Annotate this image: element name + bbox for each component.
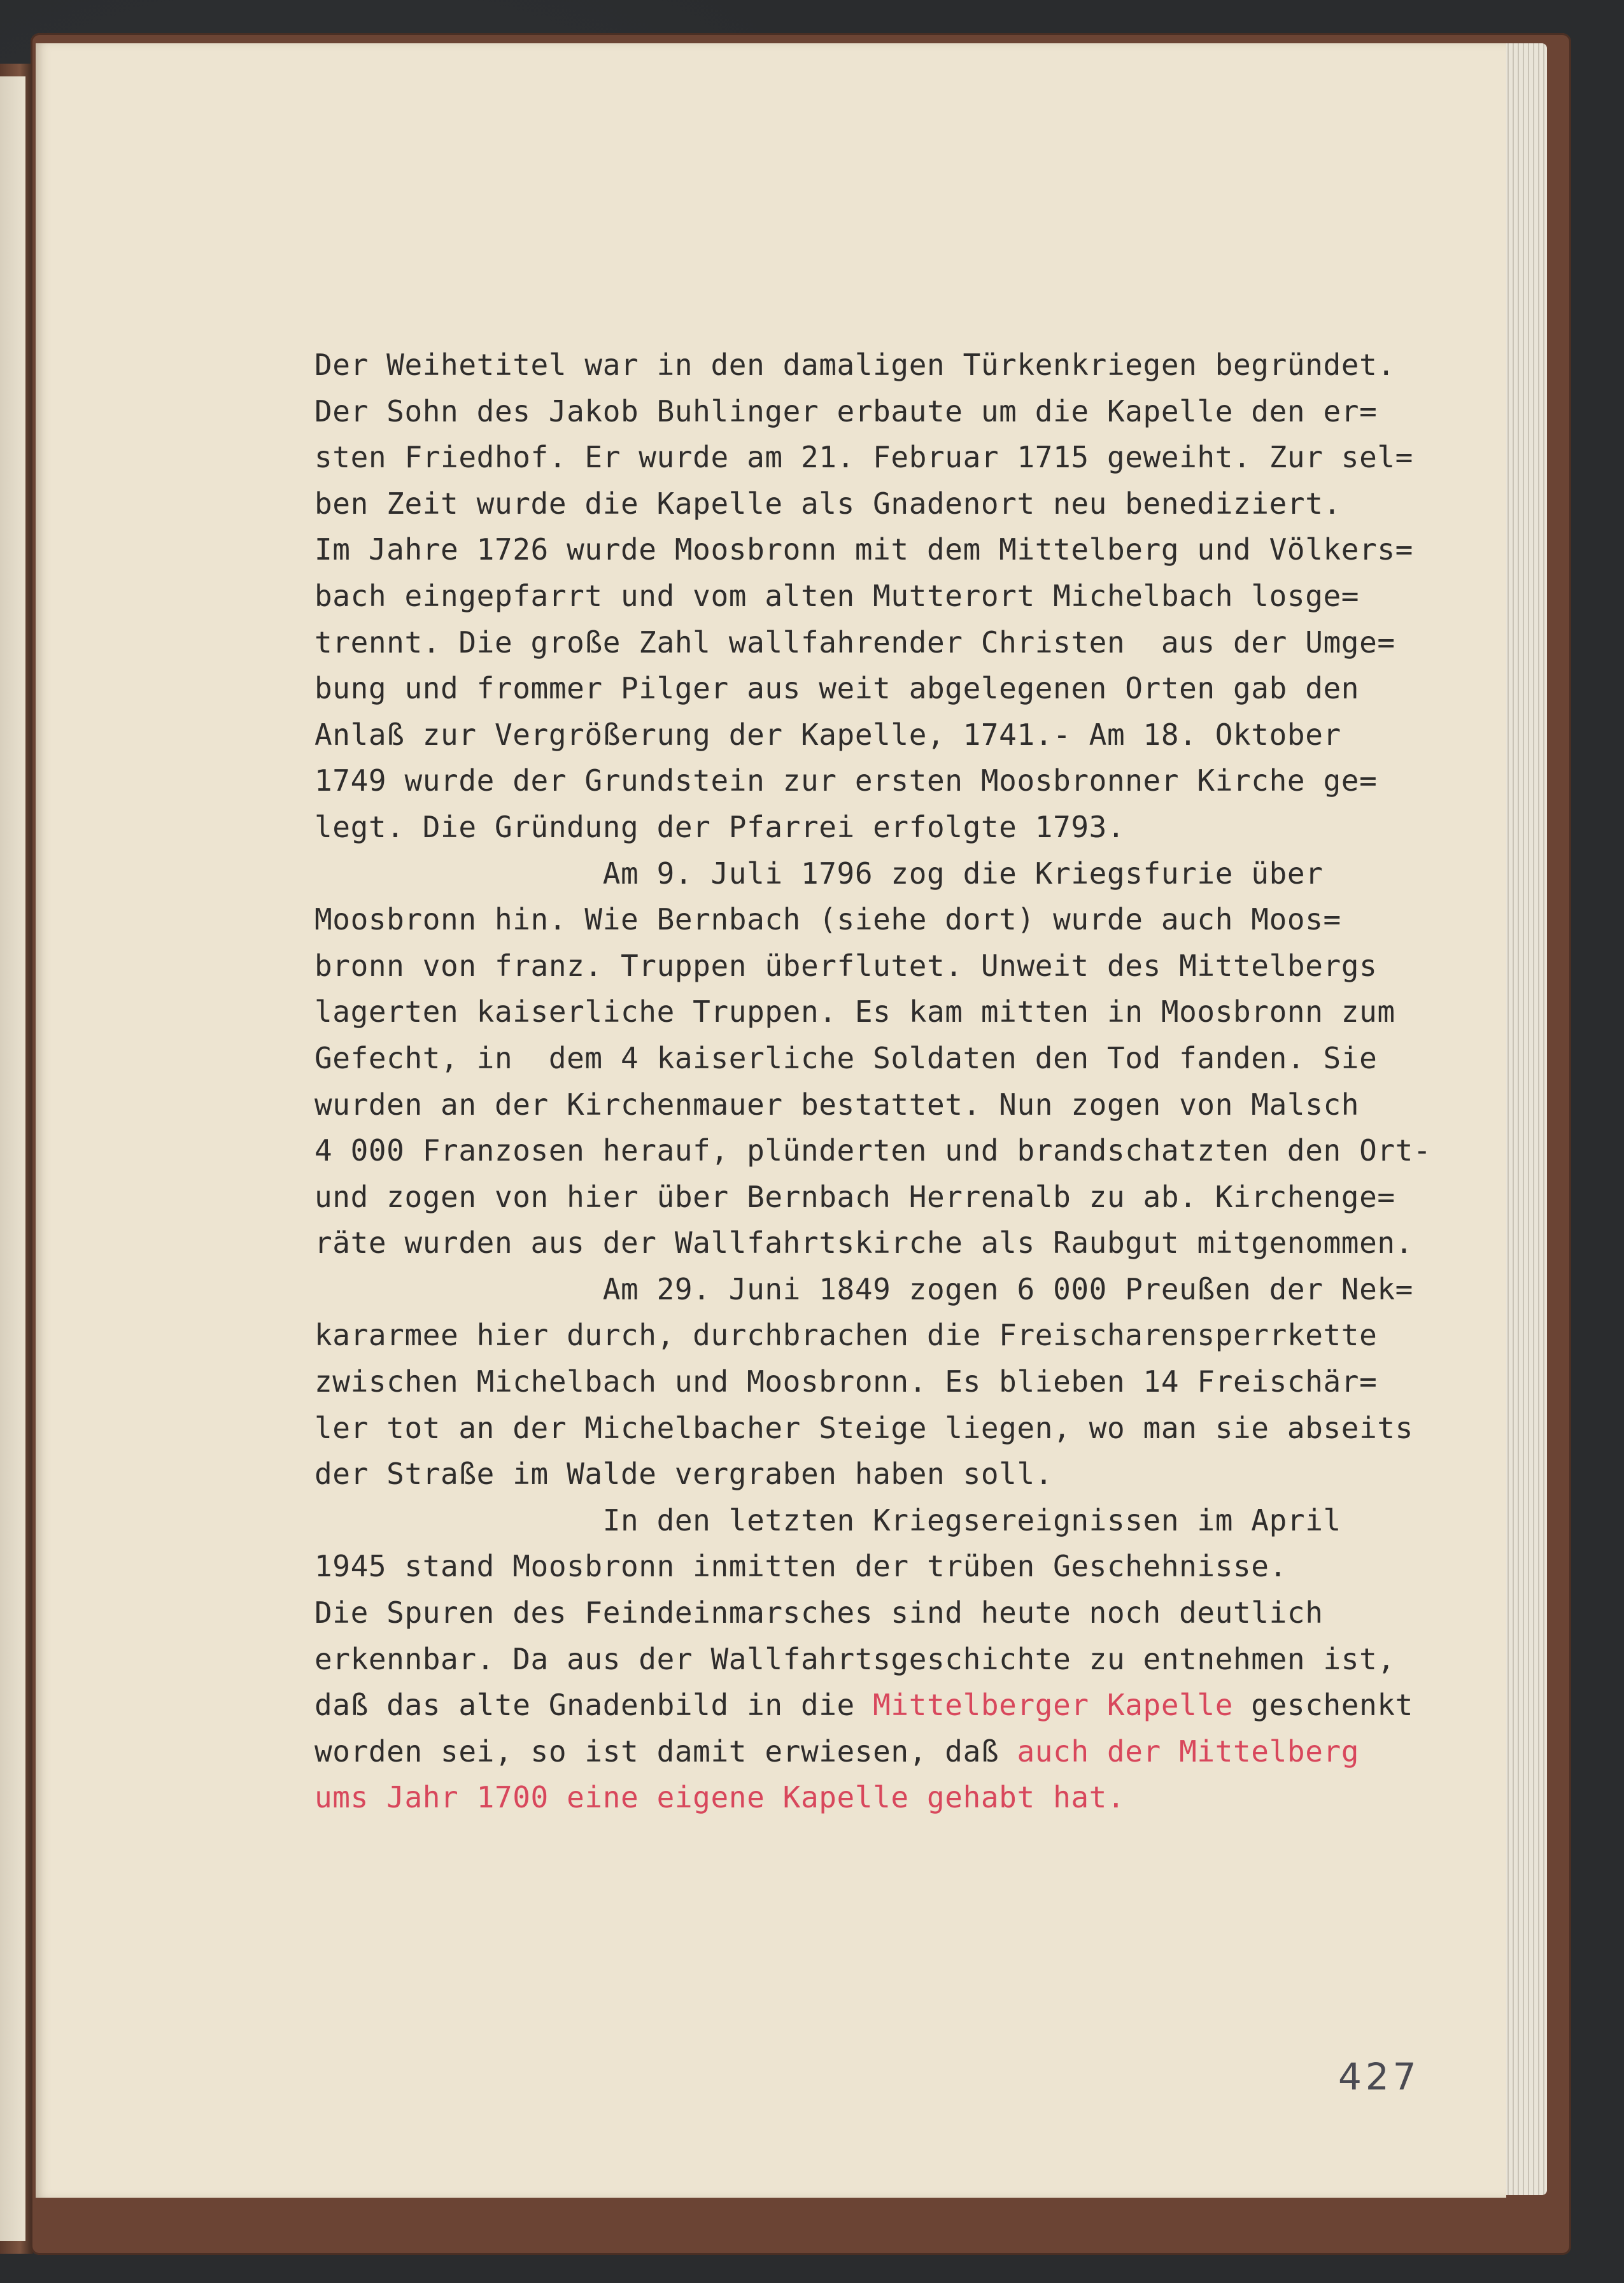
text-line: Moosbronn hin. Wie Bernbach (siehe dort) wurde auch Moos= — [314, 902, 1341, 937]
text-line: Anlaß zur Vergrößerung der Kapelle, 1741.- Am 18. Oktober — [314, 717, 1341, 752]
text-line: 1945 stand Moosbronn inmitten der trüben Geschehnisse. — [314, 1549, 1287, 1584]
text-line: lagerten kaiserliche Truppen. Es kam mitten in Moosbronn zum — [314, 994, 1395, 1029]
text-line: kararmee hier durch, durchbrachen die Freischarensperrkette — [314, 1318, 1378, 1353]
text-line: räte wurden aus der Wallfahrtskirche als Raubgut mitgenommen. — [314, 1226, 1413, 1261]
text-segment: daß das alte Gnadenbild in die — [314, 1688, 873, 1723]
left-page-edge — [0, 76, 25, 2241]
text-line: 4 000 Franzosen herauf, plünderten und brandschatzten den Ort- — [314, 1133, 1432, 1168]
text-line: zwischen Michelbach und Moosbronn. Es blieben 14 Freischär= — [314, 1364, 1378, 1399]
text-line-mixed — [314, 1728, 1499, 1775]
text-line-mixed — [314, 1682, 1499, 1728]
text-line: ler tot an der Michelbacher Steige liegen, wo man sie abseits — [314, 1410, 1413, 1445]
red-highlight-text: Mittelberger Kapelle — [873, 1688, 1234, 1723]
typewritten-text — [314, 342, 1499, 1821]
text-line: wurden an der Kirchenmauer bestattet. Nun zogen von Malsch — [314, 1087, 1360, 1122]
text-line: und zogen von hier über Bernbach Herrenalb zu ab. Kirchenge= — [314, 1179, 1395, 1214]
text-line: bung und frommer Pilger aus weit abgelegenen Orten gab den — [314, 671, 1360, 706]
text-line: Am 9. Juli 1796 zog die Kriegsfurie über — [314, 856, 1324, 891]
red-highlight-text: auch der Mittelberg — [1017, 1734, 1360, 1769]
text-line: ben Zeit wurde die Kapelle als Gnadenort neu benediziert. — [314, 486, 1341, 521]
page-number: 427 — [1338, 2055, 1420, 2098]
text-line: Der Sohn des Jakob Buhlinger erbaute um die Kapelle den er= — [314, 393, 1378, 428]
text-line-mixed — [314, 1774, 1499, 1821]
text-line: Am 29. Juni 1849 zogen 6 000 Preußen der Nek= — [314, 1271, 1413, 1306]
text-segment: geschenkt — [1233, 1688, 1413, 1723]
text-line: trennt. Die große Zahl wallfahrender Christen aus der Umge= — [314, 625, 1395, 660]
text-line: Der Weihetitel war in den damaligen Türkenkriegen begründet. — [314, 348, 1395, 382]
text-line: bach eingepfarrt und vom alten Mutterort Michelbach losge= — [314, 578, 1360, 613]
text-line: bronn von franz. Truppen überflutet. Unweit des Mittelbergs — [314, 948, 1378, 983]
text-line: Im Jahre 1726 wurde Moosbronn mit dem Mittelberg und Völkers= — [314, 532, 1413, 567]
text-line: Die Spuren des Feindeinmarsches sind heute noch deutlich — [314, 1595, 1324, 1630]
text-line: In den letzten Kriegsereignissen im April — [314, 1502, 1341, 1537]
text-line: 1749 wurde der Grundstein zur ersten Moosbronner Kirche ge= — [314, 763, 1378, 798]
red-highlight-text: ums Jahr 1700 eine eigene Kapelle gehabt hat. — [314, 1780, 1126, 1815]
text-line: erkennbar. Da aus der Wallfahrtsgeschichte zu entnehmen ist, — [314, 1641, 1395, 1676]
text-line: sten Friedhof. Er wurde am 21. Februar 1715 geweiht. Zur sel= — [314, 440, 1413, 475]
text-segment: worden sei, so ist damit erwiesen, daß — [314, 1734, 1017, 1769]
text-line: Gefecht, in dem 4 kaiserliche Soldaten den Tod fanden. Sie — [314, 1040, 1378, 1075]
text-line: legt. Die Gründung der Pfarrei erfolgte 1793. — [314, 809, 1126, 844]
text-line: der Straße im Walde vergraben haben soll. — [314, 1457, 1054, 1492]
